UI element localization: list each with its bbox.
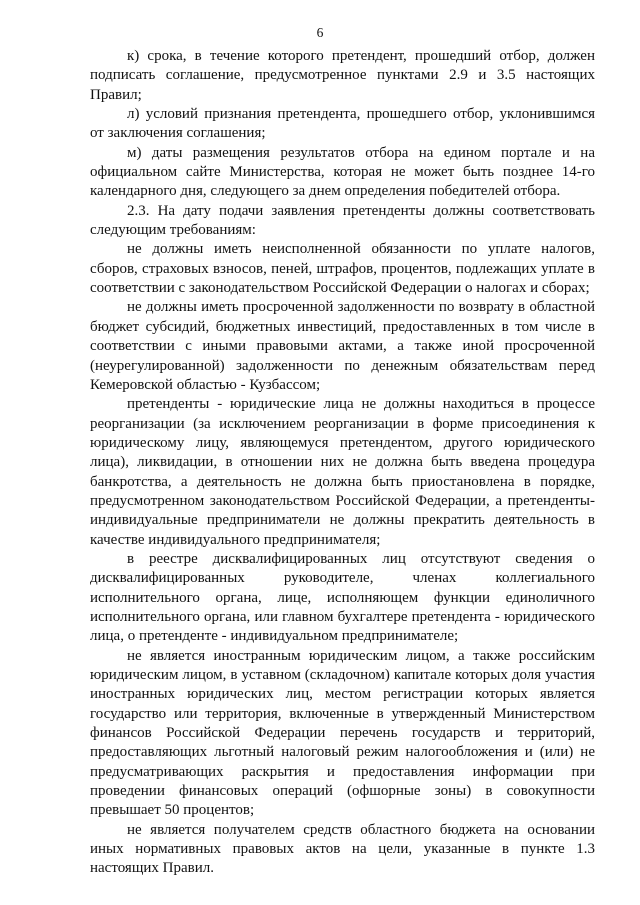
requirement-disqualification: в реестре дисквалифицированных лиц отсутствуют сведения о дисквалифицированных руководителе, членах коллегиального исполнительного органа, лице, исполняющем функции единоличного исполнительного органа, или главном бухгалтере претендента - юридического лица, о претенденте - индивидуальном предпринимателе; [90, 550, 595, 645]
paragraph-k: к) срока, в течение которого претендент, прошедший отбор, должен подписать соглашение, предусмотренное пунктами 2.9 и 3.5 настоящих Правил; [90, 48, 595, 103]
paragraph-l: л) условий признания претендента, прошедшего отбор, уклонившимся от заключения соглашения; [90, 106, 595, 142]
requirement-reorganization: претенденты - юридические лица не должны находиться в процессе реорганизации (за исключением реорганизации в форме присоединения к юридическому лицу, являющемуся претендентом, другого юридического лица), ликвидации, в отношении них не должна быть введена процедура банкротства, а деятельность не должна быть приостановлена в порядке, предусмотренном законодательством Российской Федерации, а претенденты-индивидуальные предприниматели не должны прекратить деятельность в качестве индивидуального предпринимателя; [90, 396, 595, 548]
requirement-taxes: не должны иметь неисполненной обязанности по уплате налогов, сборов, страховых взносов, пеней, штрафов, процентов, подлежащих уплате в соответствии с законодательством Российской Федерации о налогах и сборах; [90, 241, 595, 297]
requirement-foreign-entity: не является иностранным юридическим лицом, а также российским юридическим лицом, в уставном (складочном) капитале которых доля участия иностранных юридических лиц, местом регистрации которых является государство или территория, включенные в утвержденный Министерством финансов Российской Федерации перечень государств и территорий, предоставляющих льготный налоговый режим налогообложения и (или) не предусматривающих раскрытия и предоставления информации при проведении финансовых операций (офшорные зоны) в совокупности превышает 50 процентов; [90, 647, 595, 819]
requirement-other-funding: не является получателем средств областного бюджета на основании иных нормативных правовых актов на цели, указанные в пункте 1.3 настоящих Правил. [90, 821, 595, 877]
paragraph-m: м) даты размещения результатов отбора на едином портале и на официальном сайте Министерства, которая не может быть позднее 14-го календарного дня, следующего за днем определения победителей отбора. [90, 144, 595, 200]
requirement-debt: не должны иметь просроченной задолженности по возврату в областной бюджет субсидий, бюджетных инвестиций, предоставленных в том числе в соответствии с иными правовыми актами, а также иной просроченной (неурегулированной) задолженности по денежным обязательствам перед Кемеровской областью - Кузбассом; [90, 299, 595, 393]
document-body [90, 47, 595, 879]
page-number: 6 [316, 25, 324, 40]
paragraph-2-3: 2.3. На дату подачи заявления претенденты должны соответствовать следующим требованиям: [90, 202, 595, 239]
